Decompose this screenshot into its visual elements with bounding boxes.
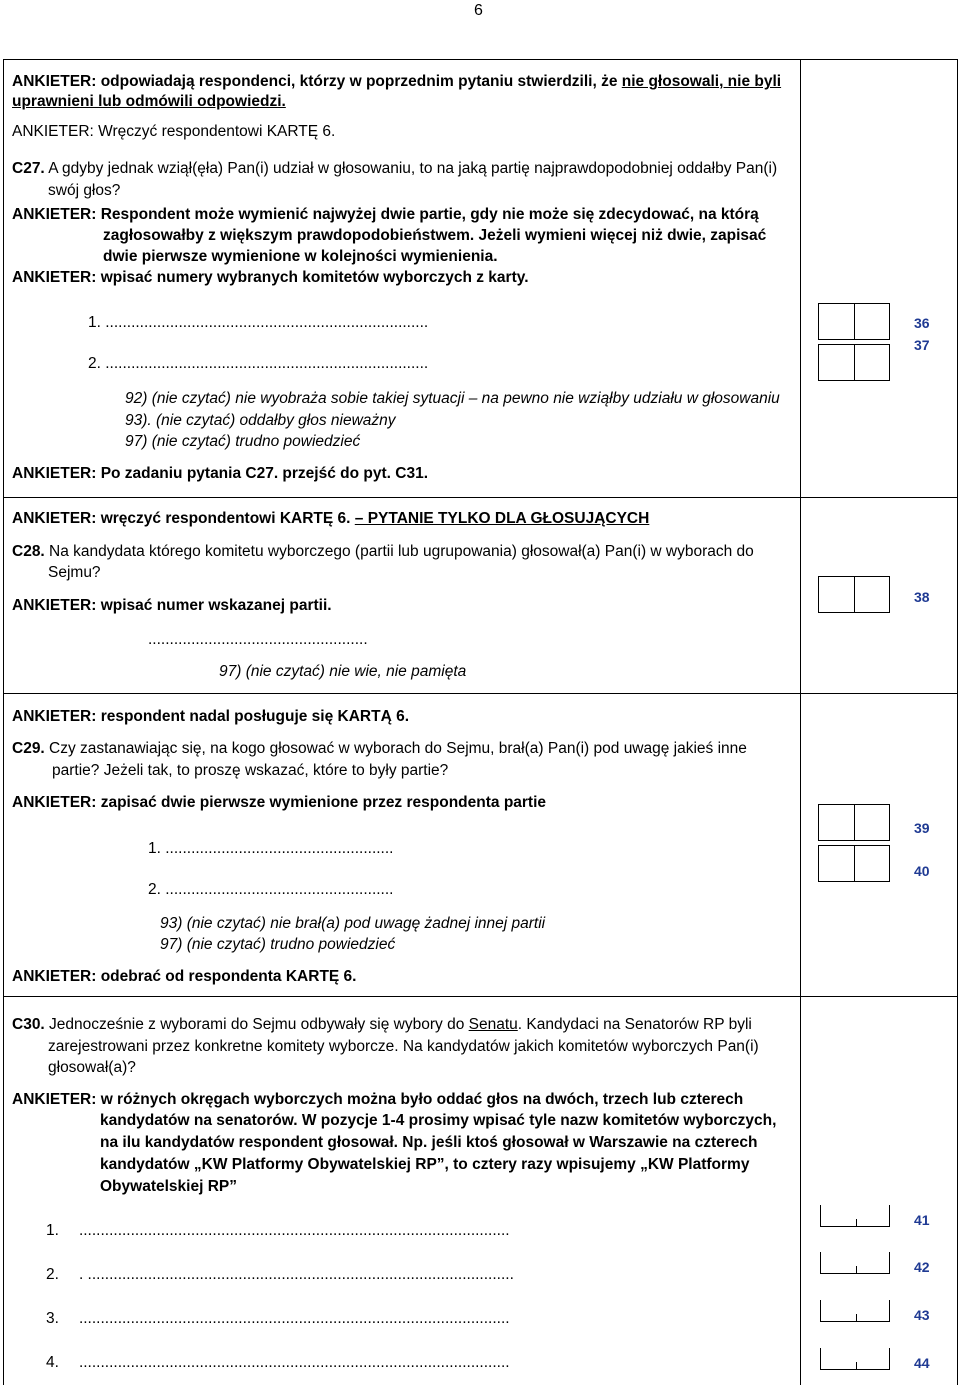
question-text: C28. Na kandydata którego komitetu wyborczego (partii lub ugrupowania) głosował(a) Pan(i) w wyborach do: [12, 543, 754, 560]
code-box-41[interactable]: [820, 1205, 890, 1227]
code-box-37[interactable]: [818, 344, 890, 381]
code-box-38[interactable]: [818, 576, 890, 613]
instruction-line: ANKIETER: odebrać od respondenta KARTĘ 6.: [12, 968, 357, 985]
column-code: 38: [914, 589, 930, 605]
row-divider-3: [3, 996, 958, 997]
answer-line-2[interactable]: 2. .....................................................: [148, 881, 394, 898]
instruction-line: kandydatów „KW Platformy Obywatelskiej RP”, to cztery razy wpisujemy „KW Platformy: [100, 1156, 750, 1173]
table-top-border: [3, 59, 958, 60]
answer-row-3[interactable]: 3. ....................................................................................................: [46, 1310, 510, 1327]
instruction-line: ANKIETER: respondent nadal posługuje się KARTĄ 6.: [12, 708, 410, 725]
option-line: 93) (nie czytać) nie brał(a) pod uwagę żadnej innej partii: [160, 915, 546, 932]
answer-line-1[interactable]: 1. .....................................................: [148, 840, 394, 857]
question-text: C29. Czy zastanawiając się, na kogo głosować w wyborach do Sejmu, brał(a) Pan(i) pod uwagę jakieś inne: [12, 740, 747, 757]
option-line: 97) (nie czytać) trudno powiedzieć: [125, 433, 361, 450]
question-number: C30.: [12, 1016, 45, 1033]
question-text: C30. Jednocześnie z wyborami do Sejmu odbywały się wybory do Senatu. Kandydaci na Senatorów RP byli: [12, 1016, 752, 1033]
question-number: C29.: [12, 740, 45, 757]
column-code: 43: [914, 1307, 930, 1323]
instruction-line: dwie pierwsze wymienione w kolejności wymienienia.: [103, 248, 498, 265]
table-right-border: [957, 59, 958, 1385]
code-box-43[interactable]: [820, 1300, 890, 1322]
column-code: 37: [914, 337, 930, 353]
column-code: 44: [914, 1355, 930, 1371]
table-left-border: [3, 59, 4, 1385]
instruction-line: na ilu kandydatów respondent głosował. Np. jeśli ktoś głosował w Warszawie na czterech: [100, 1134, 758, 1151]
page-number: 6: [474, 2, 483, 19]
row-divider-1: [3, 497, 958, 498]
instruction-line: ANKIETER: odpowiadają respondenci, którzy w poprzednim pytaniu stwierdzili, że nie głosowali, nie byli: [12, 73, 782, 90]
instruction-line: zagłosowałby z większym prawdopodobieństwem. Jeżeli wymieni więcej niż dwie, zapisać: [103, 227, 767, 244]
instruction-line: ANKIETER: zapisać dwie pierwsze wymienione przez respondenta partie: [12, 794, 547, 811]
instruction-line: uprawnieni lub odmówili odpowiedzi.: [12, 93, 286, 110]
instruction-line: ANKIETER: wpisać numer wskazanej partii.: [12, 597, 332, 614]
column-divider: [800, 59, 801, 1385]
option-line: 93). (nie czytać) oddałby głos nieważny: [125, 412, 396, 429]
question-text: swój głos?: [48, 182, 121, 199]
row-divider-2: [3, 693, 958, 694]
instruction-line: ANKIETER: Respondent może wymienić najwyżej dwie partie, gdy nie może się zdecydować, na którą: [12, 206, 759, 223]
option-line: 97) (nie czytać) nie wie, nie pamięta: [219, 663, 467, 680]
option-line: 97) (nie czytać) trudno powiedzieć: [160, 936, 396, 953]
column-code: 39: [914, 820, 930, 836]
question-number: C27.: [12, 160, 45, 177]
code-box-36[interactable]: [818, 303, 890, 340]
question-text: partie? Jeżeli tak, to proszę wskazać, które to były partie?: [52, 762, 449, 779]
code-box-39[interactable]: [818, 804, 890, 841]
column-code: 36: [914, 315, 930, 331]
question-text: C27. A gdyby jednak wziął(ęła) Pan(i) udział w głosowaniu, to na jaką partię najprawdopodobniej oddałby Pan(i): [12, 160, 778, 177]
column-code: 40: [914, 863, 930, 879]
code-box-40[interactable]: [818, 845, 890, 882]
instruction-line: ANKIETER: wręczyć respondentowi KARTĘ 6. – PYTANIE TYLKO DLA GŁOSUJĄCYCH: [12, 510, 650, 527]
code-box-44[interactable]: [820, 1348, 890, 1370]
answer-line-1[interactable]: 1. ...........................................................................: [88, 314, 429, 331]
instruction-line: ANKIETER: w różnych okręgach wyborczych można było oddać głos na dwóch, trzech lub czterech: [12, 1091, 744, 1108]
instruction-line: ANKIETER: wpisać numery wybranych komitetów wyborczych z karty.: [12, 269, 529, 286]
question-text: zarejestrowani przez konkretne komitety wyborcze. Na kandydatów jakich komitetów wyborczych Pan(i): [48, 1038, 759, 1055]
instruction-line: kandydatów na senatorów. W pozycje 1-4 prosimy wpisać tyle nazw komitetów wyborczych,: [100, 1112, 777, 1129]
instruction-line: Obywatelskiej RP”: [100, 1178, 237, 1195]
answer-row-4[interactable]: 4. ....................................................................................................: [46, 1354, 510, 1371]
column-code: 42: [914, 1259, 930, 1275]
code-box-42[interactable]: [820, 1252, 890, 1274]
question-number: C28.: [12, 543, 45, 560]
answer-row-1[interactable]: 1. ....................................................................................................: [46, 1222, 510, 1239]
answer-row-2[interactable]: 2. . ...................................................................................................: [46, 1266, 514, 1283]
question-text: głosował(a)?: [48, 1059, 136, 1076]
question-text: Sejmu?: [48, 564, 101, 581]
option-line: 92) (nie czytać) nie wyobraża sobie takiej sytuacji – na pewno nie wziąłby udziału w głosowaniu: [125, 390, 780, 407]
column-code: 41: [914, 1212, 930, 1228]
answer-line[interactable]: ...................................................: [148, 631, 368, 648]
instruction-line: ANKIETER: Po zadaniu pytania C27. przejść do pyt. C31.: [12, 465, 429, 482]
answer-line-2[interactable]: 2. ...........................................................................: [88, 355, 429, 372]
instruction-line: ANKIETER: Wręczyć respondentowi KARTĘ 6.: [12, 123, 336, 140]
